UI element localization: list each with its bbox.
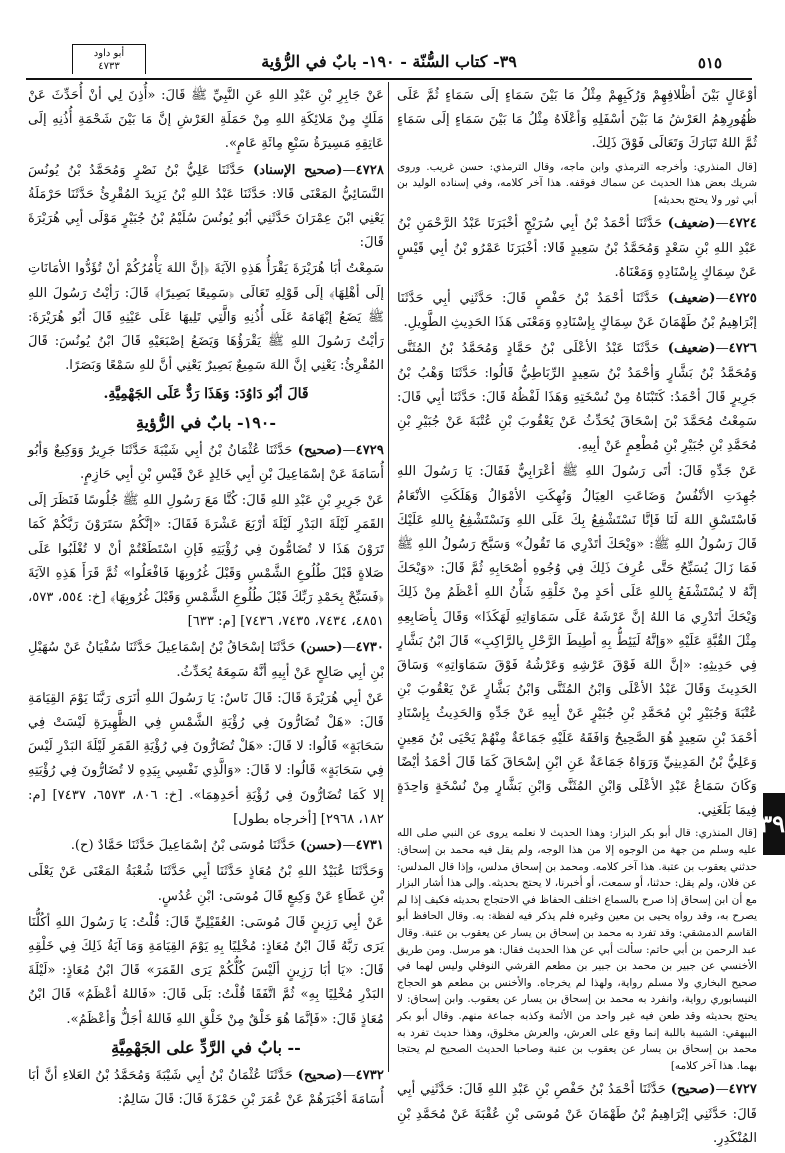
hadith-grade: (حسن) [300,640,343,656]
hadith-number: ٤٧٢٩ [355,442,384,458]
hadith-4725: ٤٧٢٥—(ضعيف) حَدَّثَنَا أحْمَدُ بْنُ حَفْصٍ قَالَ: حَدَّثَنِي أبِي حَدَّثَنَا إبْرَاهِيمُ بْنُ طَهْمَانَ عَنْ سِمَاكٍ بِإسْنَادِهِ وَمَعْنَى هَذَا الحَدِيثِ الطَّوِيلِ. [397,291,757,331]
abu-dawud-comment: قَالَ أبُو دَاوُدَ: وَهَذَا رَدٌّ عَلَى الجَهْمِيَّةِ. [103,386,309,403]
hadith-text: حَدَّثَنَا مُوسَى بْنُ إسْمَاعِيلَ حَدَّثَنَا حَمَّادٌ (ح). [70,838,296,854]
hadith-4729: ٤٧٢٩—(صحيح) حَدَّثَنَا عُثْمَانُ بْنُ أبِي شَيْبَةَ حَدَّثَنَا جَرِيرٌ وَوَكِيعٌ وَأبُو أُسَامَةَ عَنْ إسْمَاعِيلَ بْنِ أبِي خَالِدٍ عَنْ قَيْسِ بْنِ أبِي حَازِمٍ. [28,442,384,483]
thumb-index-tab: ٣٩ [763,793,785,855]
left-column [28,84,384,1114]
running-title: ٣٩- كتاب السُّنّة - ١٩٠- بابٌ في الرُّؤية [261,52,517,71]
hadith-4727: ٤٧٢٧—(صحيح) حَدَّثَنَا أحْمَدُ بْنُ حَفْصِ بْنِ عَبْدِ اللهِ قَالَ: حَدَّثَنِي أبِي قَالَ: حَدَّثَنِي إبْرَاهِيمُ بْنُ طَهْمَانَ عَنْ مُوسَى بْنِ عُقْبَةَ عَنْ مُحَمَّدِ بْنِ المُنْكَدِرِ. [397,1082,757,1146]
continuation-text: أوْعَالٍ بَيْنَ أظْلافِهِمْ وَرُكَبِهِمْ مِثْلُ مَا بَيْنَ سَمَاءٍ إلَى سَمَاءٍ ثُمَّ عَلَى ظُهُورِهِمُ العَرْشُ مَا بَيْنَ أسْفَلِهِ وَأعْلَاهُ مِثْلُ مَا بَيْنَ سَمَاءٍ إلَى سَمَاءٍ ثُمَّ اللهُ تَبَارَكَ وَتَعَالَى فَوْقَ ذَلِكَ. [397,88,757,152]
hadith-text-matn: سَمِعْتُ أبَا هُرَيْرَةَ يَقْرَأُ هَذِهِ الآيَةَ ﴿إنَّ اللهَ يَأْمُرُكُمْ أنْ تُؤَدُّوا الأمَانَاتِ إلَى أهْلِهَا﴾ إلَى قَوْلِهِ تَعَالَى ﴿سَمِيعًا بَصِيرًا﴾ قَالَ: رَأيْتُ رَسُولَ اللهِ ﷺ يَضَعُ إبْهَامَهُ عَلَى أُذُنِهِ وَالَّتِي تَلِيهَا عَلَى عَيْنِهِ قَالَ أبُو هُرَيْرَةَ: رَأيْتُ رَسُولَ اللهِ ﷺ يَقْرَؤُهَا وَيَضَعُ إصْبَعَيْهِ قَالَ ابْنُ يُونُسَ: قَالَ المُقْرِئُ: يَعْنِي إنَّ اللهَ سَمِيعٌ بَصِيرٌ يَعْنِي أنَّ للهِ سَمْعًا وَبَصَرًا. [28,261,384,374]
volume-label-box [72,44,146,74]
hadith-number: ٤٧٢٦ [728,341,757,357]
hadith-number: ٤٧٢٤ [728,216,757,232]
hadith-number: ٤٧٢٨ [355,162,384,178]
continuation-text: عَنْ جَابِرِ بْنِ عَبْدِ اللهِ عَنِ النَّبِيِّ ﷺ قَالَ: «أُذِنَ لِي أنْ أُحَدِّثَ عَنْ مَلَكٍ مِنْ مَلائِكَةِ اللهِ مِنْ حَمَلَةِ العَرْشِ إنَّ مَا بَيْنَ شَحْمَةِ أُذُنِهِ إلَى عَاتِقِهِ مَسِيرَةُ سَبْعِ مِائَةِ عَامٍ». [28,88,384,152]
hadith-4724: ٤٧٢٤—(ضعيف) حَدَّثَنَا أحْمَدُ بْنُ أبِي سُرَيْجٍ أخْبَرَنَا عَبْدُ الرَّحْمَنِ بْنُ عَبْدِ اللهِ بْنِ سَعْدٍ وَمُحَمَّدُ بْنُ سَعِيدٍ قَالا: أخْبَرَنَا عَمْرُو بْنُ أبِي قَيْسٍ عَنْ سِمَاكٍ بِإسْنَادِهِ وَمَعْنَاهُ. [397,216,757,280]
volume-label-book: أبو داود [93,48,125,59]
hadith-grade: (حسن) [300,838,343,854]
hadith-text-matn: عَنْ جَدِّهِ قَالَ: أتَى رَسُولَ اللهِ ﷺ أعْرَابِيٌّ فَقَالَ: يَا رَسُولَ اللهِ جُهِدَتِ الأنْفُسُ وَضَاعَتِ العِيَالُ وَنُهِكَتِ الأمْوَالُ وَهَلَكَتِ الأنْعَامُ فَاسْتَسْقِ اللهَ لَنَا فَإنَّا نَسْتَشْفِعُ بِكَ عَلَى اللهِ وَنَسْتَشْفِعُ بِاللهِ عَلَيْكَ قَالَ رَسُولُ اللهِ ﷺ: «وَيْحَكَ أتَدْرِي مَا تَقُولُ» وَسَبَّحَ رَسُولُ اللهِ ﷺ فَمَا زَالَ يُسَبِّحُ حَتَّى عُرِفَ ذَلِكَ فِي وُجُوهِ أصْحَابِهِ ثُمَّ قَالَ: «وَيْحَكَ إنَّهُ لا يُسْتَشْفَعُ بِاللهِ عَلَى أحَدٍ مِنْ خَلْقِهِ شَأْنُ اللهِ أعْظَمُ مِنْ ذَلِكَ وَيْحَكَ أتَدْرِي مَا اللهُ إنَّ عَرْشَهُ عَلَى سَمَاوَاتِهِ لَهَكَذَا» وَقَالَ بِأصَابِعِهِ مِثْلَ القُبَّةِ عَلَيْهِ «وَإنَّهُ لَيَئِطُّ بِهِ أطِيطَ الرَّحْلِ بِالرَّاكِبِ» قَالَ ابْنُ بَشَّارٍ فِي حَدِيثِهِ: «إنَّ اللهَ فَوْقَ عَرْشِهِ وَعَرْشُهُ فَوْقَ سَمَاوَاتِهِ» وَسَاقَ الحَدِيثَ وَقَالَ عَبْدُ الأعْلَى وَابْنُ المُثَنَّى وَابْنُ بَشَّارٍ عَنْ يَعْقُوبَ بْنِ عُتْبَةَ وَجُبَيْرِ بْنِ مُحَمَّدِ بْنِ جُبَيْرٍ عَنْ أبِيهِ عَنْ جَدِّهِ وَالحَدِيثُ بِإسْنَادِ أحْمَدَ بْنِ سَعِيدٍ هُوَ الصَّحِيحُ وَافَقَهُ عَلَيْهِ جَمَاعَةٌ مِنْهُمْ يَحْيَى بْنُ مَعِينٍ وَعَلِيُّ بْنُ المَدِينِيِّ وَرَوَاهُ جَمَاعَةٌ عَنِ ابْنِ إسْحَاقَ كَمَا قَالَ أحْمَدُ أيْضًا وَكَانَ سَمَاعُ عَبْدِ الأعْلَى وَابْنِ المُثَنَّى وَابْنِ بَشَّارٍ مِنْ نُسْخَةٍ وَاحِدَةٍ فِيمَا بَلَغَنِي. [397,464,757,819]
hadith-number: ٤٧٣١ [355,838,384,854]
chapter-heading-jahmiyya: -- بابٌ في الرَّدِّ على الجَهْمِيَّةِ [111,1037,301,1057]
hadith-text: حَدَّثَنَا عُثْمَانُ بْنُ أبِي شَيْبَةَ حَدَّثَنَا جَرِيرٌ وَوَكِيعٌ وَأبُو أُسَامَةَ عَنْ إسْمَاعِيلَ بْنِ أبِي خَالِدٍ عَنْ قَيْسِ بْنِ أبِي حَازِمٍ. [28,442,384,483]
hadith-text: حَدَّثَنَا أحْمَدُ بْنُ أبِي سُرَيْجٍ أخْبَرَنَا عَبْدُ الرَّحْمَنِ بْنُ عَبْدِ اللهِ بْنِ سَعْدٍ وَمُحَمَّدُ بْنُ سَعِيدٍ قَالا: أخْبَرَنَا عَمْرُو بْنُ أبِي قَيْسٍ عَنْ سِمَاكٍ بِإسْنَادِهِ وَمَعْنَاهُ. [397,216,757,280]
hadith-grade: (ضعيف) [667,341,716,357]
hadith-4732: ٤٧٣٢—(صحيح) حَدَّثَنَا عُثْمَانُ بْنُ أبِي شَيْبَةَ وَمُحَمَّدُ بْنُ العَلاءِ أنَّ أبَا أُسَامَةَ أخْبَرَهُمْ عَنْ عُمَرَ بْنِ حَمْزَةَ قَالَ: قَالَ سَالِمٌ: [28,1067,384,1108]
right-column [397,84,757,1153]
hadith-text: حَدَّثَنَا عُثْمَانُ بْنُ أبِي شَيْبَةَ وَمُحَمَّدُ بْنُ العَلاءِ أنَّ أبَا أُسَامَةَ أخْبَرَهُمْ عَنْ عُمَرَ بْنِ حَمْزَةَ قَالَ: قَالَ سَالِمٌ: [28,1067,384,1108]
hadith-number: ٤٧٢٧ [728,1082,757,1098]
hadith-grade: (صحيح) [297,1067,343,1083]
hadith-grade: (صحيح) [670,1082,716,1098]
header-rule [26,78,752,80]
hadith-text-matn: عَنْ أبِي هُرَيْرَةَ قَالَ: قَالَ نَاسٌ: يَا رَسُولَ اللهِ أنَرَى رَبَّنَا يَوْمَ القِيَامَةِ قَالَ: «هَلْ تُضَارُّونَ فِي رُؤْيَةِ الشَّمْسِ فِي الظَّهِيرَةِ لَيْسَتْ فِي سَحَابَةٍ» قَالُوا: لا قَالَ: «هَلْ تُضَارُّونَ فِي رُؤْيَةِ القَمَرِ لَيْلَةَ البَدْرِ لَيْسَ فِي سَحَابَةٍ» قَالُوا: لا قَالَ: «وَالَّذِي نَفْسِي بِيَدِهِ لا تُضَارُّونَ فِي رُؤْيَتِهِ إلا كَمَا تُضَارُّونَ فِي رُؤْيَةِ أحَدِهِمَا». [خ: ٨٠٦، ٦٥٧٣، ٧٤٣٧] [م: ١٨٢، ٢٩٦٨] [أخرجاه بطول] [28,690,385,827]
volume-label-hadith-number: ٤٧٣٣ [98,61,120,72]
editor-note: [قال المنذري: وأخرجه الترمذي وابن ماجه، وقال الترمذي: حسن غريب. وروى شريك بعض هذا الحديث عن سماك فوقفه. هذا آخر كلامه، وفي إسناده الوليد بن أبي ثور ولا يحتج بحديثه] [397,160,757,206]
editor-note: [قال المنذري: قال أبو بكر البزار: وهذا الحديث لا نعلمه يروى عن النبي صلى الله عليه وسلم من جهة من الوجوه إلا من هذا الوجه، ولم يقل فيه محمد بن إسحاق: حدثني يعقوب بن عتبة. هذا آخر كلامه. ومحمد بن إسحاق مدلس، وإذا قال المدلس: عن فلان، ولم يقل: حدثنا، أو سمعت، أو أخبرنا، لا يحتج بحديثه. وإلى هذا أشار البزار مع أن ابن إسحاق إذا صرح بالسماع اختلف الحفاظ في الاحتجاج بحديثه فكيف إذا لم يصرح به، وقد رواه يحيى بن معين وغيره فلم يذكر فيه لفظة: به. وقال الحافظ أبو القاسم الدمشقي: وقد تفرد به محمد بن إسحاق بن يسار عن يعقوب بن عتبة. وقال عبد الرحمن بن أبي حاتم: سألت أبي عن هذا الحديث فقال: هو مرسل. ومن طريق الأخنسي عن جبير بن محمد بن جبير بن مطعم القرشي النوفلي وليس لهما في صحيح البخاري ولا مسلم رواية، ولهذا لم يخرجاه. والأخنس بن مطعم هو الحجاج النيسابوري رواية، وانفرد به محمد بن إسحاق بن يسار عن يعقوب. وابن إسحاق: لا يحتج بحديثه وقد طعن فيه غير واحد من الأئمة وكذبه جماعة منهم. وقال أبو بكر البيهقي: الشيبة باللبة إنما وقع على العرش، والعرش مخلوق، وهذا حديث تفرد به محمد بن إسحاق بن يسار عن يعقوب بن عتبة وصاحبا الحديث الصحيح لم يحتجا بهما. هذا آخر كلامه] [397,827,757,1072]
chapter-heading-190: -١٩٠- بابٌ في الرُّؤيةِ [135,412,277,432]
hadith-4730: ٤٧٣٠—(حسن) حَدَّثَنَا إسْحَاقُ بْنُ إسْمَاعِيلَ حَدَّثَنَا سُفْيَانُ عَنْ سُهَيْلِ بْنِ أبِي صَالِحٍ عَنْ أبِيهِ أنَّهُ سَمِعَهُ يُحَدِّثُ. [28,640,385,680]
hadith-text: حَدَّثَنَا أحْمَدُ بْنُ حَفْصٍ قَالَ: حَدَّثَنِي أبِي حَدَّثَنَا إبْرَاهِيمُ بْنُ طَهْمَانَ عَنْ سِمَاكٍ بِإسْنَادِهِ وَمَعْنَى هَذَا الحَدِيثِ الطَّوِيلِ. [397,291,757,331]
hadith-grade: (ضعيف) [667,291,716,306]
hadith-number: ٤٧٣٠ [355,640,385,656]
hadith-isnad-alt: وَحَدَّثَنَا عُبَيْدُ اللهِ بْنُ مُعَاذٍ حَدَّثَنَا أبِي حَدَّثَنَا شُعْبَةُ المَعْنَى عَنْ يَعْلَى بْنِ عَطَاءٍ عَنْ وَكِيعٍ قَالَ مُوسَى: ابْنِ عُدُسٍ. [28,864,384,904]
hadith-text: حَدَّثَنَا عَبْدُ الأعْلَى بْنُ حَمَّادٍ وَمُحَمَّدُ بْنُ المُثَنَّى وَمُحَمَّدُ بْنُ بَشَّارٍ وَأحْمَدُ بْنُ سَعِيدٍ الرِّبَاطِيُّ قَالُوا: حَدَّثَنَا وَهْبُ بْنُ جَرِيرٍ قَالَ أحْمَدُ: كَتَبْنَاهُ مِنْ نُسْخَتِهِ وَهَذَا لَفْظُهُ قَالَ: حَدَّثَنَا أبِي قَالَ: سَمِعْتُ مُحَمَّدَ بْنَ إسْحَاقَ يُحَدِّثُ عَنْ يَعْقُوبَ بْنِ عُتْبَةَ عَنْ جُبَيْرِ بْنِ مُحَمَّدِ بْنِ جُبَيْرِ بْنِ مُطْعِمٍ عَنْ أبِيهِ. [397,341,757,454]
hadith-grade: (ضعيف) [667,216,716,232]
hadith-text: حَدَّثَنَا أحْمَدُ بْنُ حَفْصِ بْنِ عَبْدِ اللهِ قَالَ: حَدَّثَنِي أبِي قَالَ: حَدَّثَنِي إبْرَاهِيمُ بْنُ طَهْمَانَ عَنْ مُوسَى بْنِ عُقْبَةَ عَنْ مُحَمَّدِ بْنِ المُنْكَدِرِ. [397,1082,757,1146]
hadith-4731: ٤٧٣١—(حسن) حَدَّثَنَا مُوسَى بْنُ إسْمَاعِيلَ حَدَّثَنَا حَمَّادٌ (ح). [70,838,384,854]
hadith-grade: (صحيح) [297,442,343,458]
hadith-text-matn: عَنْ جَرِيرِ بْنِ عَبْدِ اللهِ قَالَ: كُنَّا مَعَ رَسُولِ اللهِ ﷺ جُلُوسًا فَنَظَرَ إلَى القَمَرِ لَيْلَةَ البَدْرِ لَيْلَةَ أرْبَعَ عَشْرَةَ فَقَالَ: «إنَّكُمْ سَتَرَوْنَ رَبَّكُمْ كَمَا تَرَوْنَ هَذَا لا تُضَامُّونَ فِي رُؤْيَتِهِ فَإنِ اسْتَطَعْتُمْ أنْ لا تُغْلَبُوا عَلَى صَلاةٍ قَبْلَ طُلُوعِ الشَّمْسِ وَقَبْلَ غُرُوبِهَا فَافْعَلُوا» ثُمَّ قَرَأَ هَذِهِ الآيَةَ ﴿فَسَبِّحْ بِحَمْدِ رَبِّكَ قَبْلَ طُلُوعِ الشَّمْسِ وَقَبْلَ غُرُوبِهَا﴾ [خ: ٥٥٤، ٥٧٣، ٤٨٥١، ٧٤٣٤، ٧٤٣٥، ٧٤٣٦] [م: ٦٣٣] [28,493,385,630]
hadith-text-matn: عَنْ أبِي رَزِينٍ قَالَ مُوسَى: العُقَيْلِيِّ قَالَ: قُلْتُ: يَا رَسُولَ اللهِ أكُلُّنَا يَرَى رَبَّهُ قَالَ ابْنُ مُعَاذٍ: مُخْلِيًا بِهِ يَوْمَ القِيَامَةِ وَمَا آيَةُ ذَلِكَ فِي خَلْقِهِ قَالَ: «يَا أبَا رَزِينٍ ألَيْسَ كُلُّكُمْ يَرَى القَمَرَ» قَالَ ابْنُ مُعَاذٍ: «لَيْلَةَ البَدْرِ مُخْلِيًا بِهِ» ثُمَّ اتَّفَقَا قُلْتُ: بَلَى قَالَ: «فَاللهُ أعْظَمُ» قَالَ ابْنُ مُعَاذٍ قَالَ: «فَإنَّمَا هُوَ خَلْقٌ مِنْ خَلْقِ اللهِ فَاللهُ أجَلُّ وَأعْظَمُ». [28,914,384,1027]
hadith-number: ٤٧٣٢ [355,1067,384,1083]
hadith-4728: ٤٧٢٨—(صحيح الإسناد) حَدَّثَنَا عَلِيُّ بْنُ نَصْرٍ وَمُحَمَّدُ بْنُ يُونُسَ النَّسَائِيُّ المَعْنَى قَالا: حَدَّثَنَا عَبْدُ اللهِ بْنُ يَزِيدَ المُقْرِئُ حَدَّثَنَا حَرْمَلَةُ يَعْنِي ابْنَ عِمْرَانَ حَدَّثَنِي أبُو يُونُسَ سُلَيْمُ بْنُ جُبَيْرٍ مَوْلَى أبِي هُرَيْرَةَ قَالَ: [28,162,384,251]
column-separator [388,82,389,1072]
hadith-4726: ٤٧٢٦—(ضعيف) حَدَّثَنَا عَبْدُ الأعْلَى بْنُ حَمَّادٍ وَمُحَمَّدُ بْنُ المُثَنَّى وَمُحَمَّدُ بْنُ بَشَّارٍ وَأحْمَدُ بْنُ سَعِيدٍ الرِّبَاطِيُّ قَالُوا: حَدَّثَنَا وَهْبُ بْنُ جَرِيرٍ قَالَ أحْمَدُ: كَتَبْنَاهُ مِنْ نُسْخَتِهِ وَهَذَا لَفْظُهُ قَالَ: حَدَّثَنَا أبِي قَالَ: سَمِعْتُ مُحَمَّدَ بْنَ إسْحَاقَ يُحَدِّثُ عَنْ يَعْقُوبَ بْنِ عُتْبَةَ عَنْ جُبَيْرِ بْنِ مُحَمَّدِ بْنِ جُبَيْرِ بْنِ مُطْعِمٍ عَنْ أبِيهِ. [397,341,757,454]
hadith-grade: (صحيح الإسناد) [253,162,343,178]
hadith-number: ٤٧٢٥ [728,291,757,306]
hadith-text: حَدَّثَنَا إسْحَاقُ بْنُ إسْمَاعِيلَ حَدَّثَنَا سُفْيَانُ عَنْ سُهَيْلِ بْنِ أبِي صَالِحٍ عَنْ أبِيهِ أنَّهُ سَمِعَهُ يُحَدِّثُ. [28,640,384,680]
hadith-text: حَدَّثَنَا عَلِيُّ بْنُ نَصْرٍ وَمُحَمَّدُ بْنُ يُونُسَ النَّسَائِيُّ المَعْنَى قَالا: حَدَّثَنَا عَبْدُ اللهِ بْنُ يَزِيدَ المُقْرِئُ حَدَّثَنَا حَرْمَلَةُ يَعْنِي ابْنَ عِمْرَانَ حَدَّثَنِي أبُو يُونُسَ سُلَيْمُ بْنُ جُبَيْرٍ مَوْلَى أبِي هُرَيْرَةَ قَالَ: [28,162,384,251]
page-number: ٥١٥ [697,54,722,72]
page-header [26,44,752,80]
